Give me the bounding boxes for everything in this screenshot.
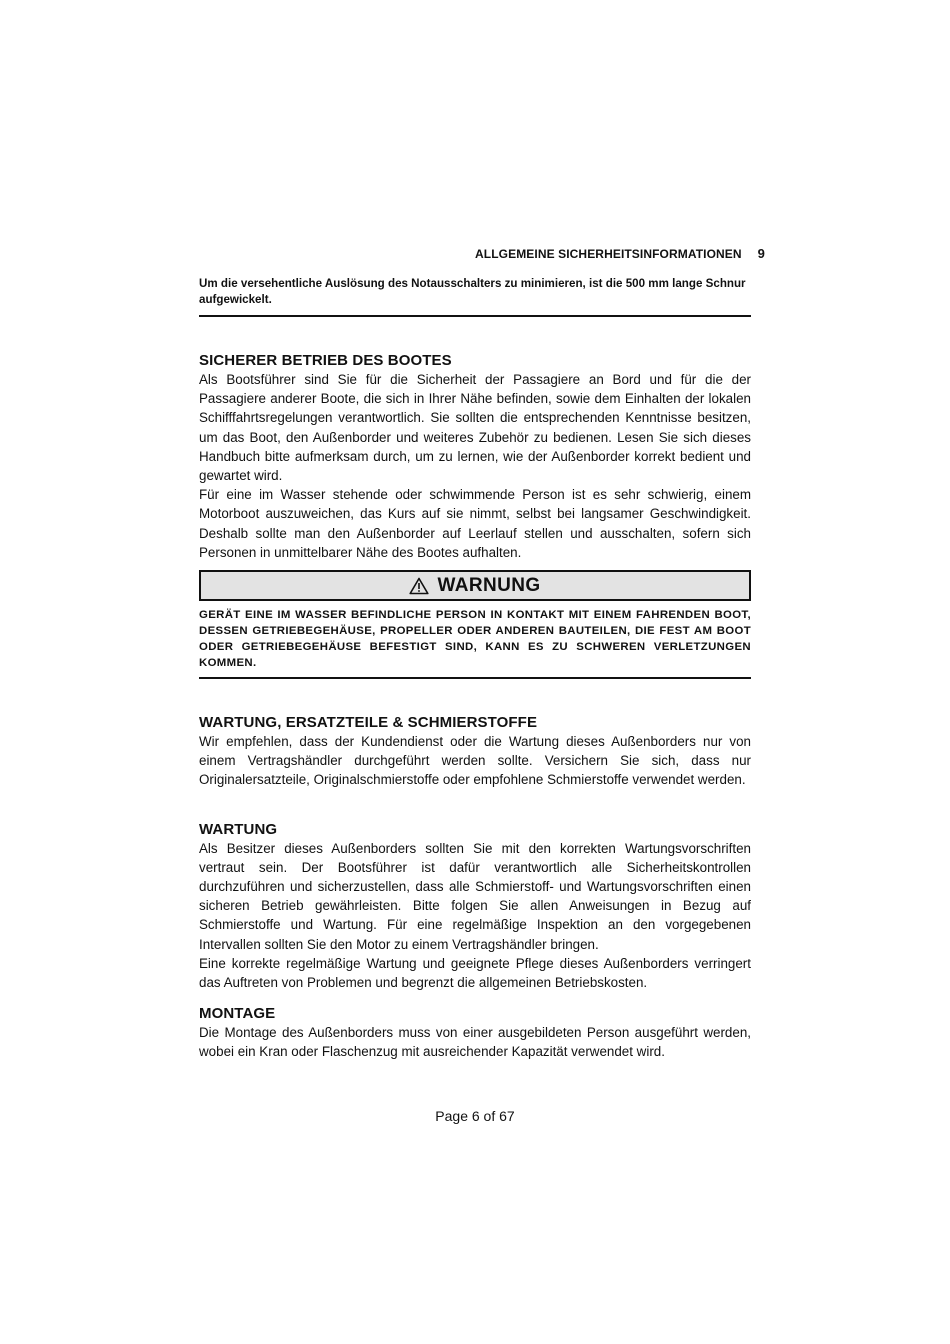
paragraph: Die Montage des Außenborders muss von einer ausgebildeten Person ausgeführt werden, wobei ein Kran oder Flaschenzug mit ausreichender Kapazität verwendet wird. [199,1025,751,1060]
warning-title: WARNUNG [437,574,541,596]
section-maintenance [199,820,751,993]
section-safe-operation [199,351,751,562]
section-heading: SICHERER BETRIEB DES BOOTES [199,352,452,369]
warning-text: GERÄT EINE IM WASSER BEFINDLICHE PERSON IN KONTAKT MIT EINEM FAHRENDEN BOOT, DESSEN GETRIEBEGEHÄUSE, PROPELLER ODER ANDEREN BAUTEILEN, DIE FEST AM BOOT ODER GETRIEBEGEHÄUSE BEFESTIGT SIND, KANN ES ZU SCHWEREN VERLETZUNGEN KOMMEN. [199,609,751,670]
paragraph: Für eine im Wasser stehende oder schwimmende Person ist es sehr schwierig, einem Motorboot auszuweichen, das Kurs auf sie nimmt, selbst bei langsamer Geschwindigkeit. Deshalb sollte man den Außenborder auf Leerlauf stellen und ausschalten, sofern sich Personen in unmittelbarer Nähe des Bootes aufhalten. [199,487,751,560]
section-maintenance-parts [199,713,751,790]
paragraph: Als Besitzer dieses Außenborders sollten Sie mit den korrekten Wartungsvorschriften vertraut sein. Der Bootsführer ist dafür verantwortlich alle Sicherheitskontrollen durchzuführen und sicherzustellen, dass alle Schmierstoff- und Wartungsvorschriften einen sicheren Betrieb gewährleisten. Bitte folgen Sie allen Anweisungen in Bezug auf Schmierstoffe und Wartung. Für eine regelmäßige Inspektion an den vorgegebenen Intervallen sollten Sie den Motor zu einem Vertragshändler bringen. [199,840,751,952]
paragraph: Wir empfehlen, dass der Kundendienst oder die Wartung dieses Außenborders nur von einem Vertragshändler durchgeführt werden sollte. Versichern Sie sich, dass nur Originalersatzteile, Originalschmierstoffe oder empfohlene Schmierstoffe verwendet werden. [199,734,751,788]
divider [199,315,751,317]
header-page-number: 9 [757,246,765,261]
warning-triangle-icon [409,577,429,595]
paragraph: Eine korrekte regelmäßige Wartung und geeignete Pflege dieses Außenborders verringert das Auftreten von Problemen und begrenzt die allgemeinen Betriebskosten. [199,955,751,991]
paragraph: Als Bootsführer sind Sie für die Sicherheit der Passagiere an Bord und für die der Passagiere anderer Boote, die sich in Ihrer Nähe befinden, sowie dem Einhalten der lokalen Schifffahrtsregelungen verantwortlich. Sie sollten die entsprechenden Kenntnisse besitzen, um das Boot, den Außenborder und weiteres Zubehör zu bedienen. Lesen Sie sich dieses Handbuch bitte aufmerksam durch, um zu lernen, wie der Außenborder korrekt bedient und gewartet wird. [199,372,751,484]
section-heading: WARTUNG, ERSATZTEILE & SCHMIERSTOFFE [199,714,538,732]
running-header [199,246,765,261]
section-installation [199,1004,751,1061]
page-content [199,276,751,1062]
running-header-title: ALLGEMEINE SICHERHEITSINFORMATIONEN [475,247,742,261]
footer-page-label: Page 6 of 67 [435,1108,515,1124]
warning-box [199,570,751,601]
intro-note: Um die versehentliche Auslösung des Notausschalters zu minimieren, ist die 500 mm lange Schnur aufgewickelt. [199,277,746,306]
divider [199,677,751,679]
section-heading: WARTUNG [199,820,278,838]
section-heading: MONTAGE [199,1005,276,1023]
page-footer [0,1108,950,1124]
